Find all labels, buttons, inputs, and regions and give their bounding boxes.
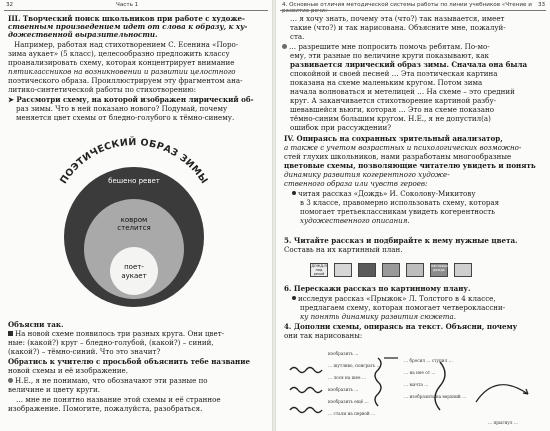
text-line: 4. Дополни схемы, опираясь на текст. Объясни, почему: [284, 322, 518, 331]
text-line: … разрешите мне попросить помочь ребятам. По-мо-: [282, 43, 490, 51]
diagram-label: … лося на шее …: [328, 375, 367, 380]
inner-label: поет-: [124, 263, 144, 271]
left-page: [0, 0, 272, 431]
diagram-label: … стали на первой …: [328, 411, 376, 416]
color-swatch: ДОЖД-Я над рекой: [311, 264, 327, 276]
text-line: меняется цвет схемы от бледно-голубого к тёмно-синему.: [16, 113, 235, 122]
text-line: новой схемы и её изображение.: [8, 366, 129, 375]
text-line: динамику развития когерентного художе-: [284, 170, 450, 179]
color-swatch: [382, 263, 400, 277]
curve-line: [435, 362, 445, 410]
diagram-label: … бросил … ступил …: [404, 358, 453, 363]
text-line: показана на схеме маленьким кругом. Потом зима: [290, 78, 483, 87]
text-line: в 3 классе, правомерно использовать схему, которая: [300, 198, 500, 207]
diagram-label: … на нее от …: [404, 370, 436, 375]
header-rule: [4, 10, 268, 11]
text-line: ку понять динамику развития сюжета.: [300, 312, 456, 321]
text-line: исследуя рассказ «Прыжок» Л. Толстого в 4 классе,: [292, 295, 496, 303]
running-head: Часть 1: [116, 2, 139, 8]
diagram-label: … мачта …: [404, 382, 429, 387]
color-swatch: [358, 263, 376, 277]
page-number: 33: [538, 2, 546, 8]
text-line: начала волноваться и метелицей … На схеме – это средний: [290, 87, 515, 96]
text-line: … мне не понятно название этой схемы и её странное: [16, 395, 221, 404]
diagram-label: … шутливо, поиграть …: [328, 363, 381, 368]
jump-arc: [476, 385, 528, 402]
text-line: Объясни так.: [8, 320, 64, 329]
color-swatch: [406, 263, 424, 277]
text-line: а также с учетом возрастных и психологических возможно-: [284, 143, 522, 152]
bullet-icon: [292, 296, 296, 300]
text-line: На новой схеме появилось три разных круга. Они цвет-: [8, 330, 224, 338]
text-line: пятиклассников на возникновении и развитии целостного: [8, 67, 236, 76]
text-line: художественного описания.: [300, 216, 410, 225]
color-swatch: настоящий дождь: [430, 263, 448, 277]
text-line: дожественной выразительности.: [8, 30, 158, 39]
color-swatch: [454, 263, 472, 277]
bullet-icon: [292, 191, 296, 195]
diagram-arc-title: ПОЭТИЧЕСКИЙ ОБРАЗ ЗИМЫ: [58, 136, 210, 187]
diagram-label: изобразить ещё …: [328, 399, 369, 404]
page-number: 32: [6, 2, 14, 8]
text-line: проанализировать схему, которая концентрирует внимание: [8, 58, 235, 67]
text-line: III. Творческий поиск школьников при работе с художе-: [8, 14, 245, 23]
wave-line: [290, 388, 322, 393]
text-line: шевавшейся вьюги, которая … Это на схеме показано: [290, 105, 494, 114]
diagram-label: … прыгнул …: [488, 420, 518, 425]
round-bullet-icon: [8, 378, 13, 383]
text-line: величине и цвету круги.: [8, 385, 100, 394]
wave-line: [290, 368, 322, 373]
text-line: Обратись к учителю с просьбой объяснить тебе название: [8, 357, 250, 366]
text-line: (какой?) – тёмно-синий. Что это значит?: [8, 347, 161, 356]
text-line: литико-синтетической работы по стихотворению:: [8, 85, 196, 94]
round-bullet-icon: [282, 44, 287, 49]
text-line: стей глухих школьников, нами разработаны многообразные: [284, 152, 512, 161]
winter-image-diagram: [38, 125, 228, 320]
text-line: тёмно-синим большим кругом. Н.Е., я не допустил(а): [290, 114, 491, 123]
header-rule: [280, 10, 546, 11]
running-head: 4. Основные отличия методической системы работы по линии учебников «Чтение и развитие речи»: [282, 2, 532, 14]
text-line: Например, работая над стихотворением С. Есенина «Поро-: [14, 40, 239, 49]
inner-label: аукает: [121, 272, 147, 280]
text-line: круг. А заканчивается стихотворение картиной разбу-: [290, 96, 497, 105]
text-line: такие (что?) и так нарисована. Объясните мне, пожалуй-: [290, 23, 506, 32]
text-line: спокойной и своей песней … Эта поэтическая картина: [290, 69, 498, 78]
text-line: цветовые схемы, позволяющие читателю увидеть и понять: [284, 161, 536, 170]
diagram-label: изобразить …: [328, 387, 359, 392]
text-line: поэтического образа. Проиллюстрируем эту фрагментом ана-: [8, 76, 243, 85]
text-line: ➤ Рассмотри схему, на которой изображен лирический об-: [8, 95, 254, 104]
text-line: развивается лирический образ зимы. Сначала она была: [290, 60, 528, 69]
text-line: раз зимы. Что в ней показано нового? Подумай, почему: [16, 104, 228, 113]
diagram-label: … изобразить на верхний …: [404, 394, 467, 399]
text-line: зима аукает» (5 класс), целесообразно предложить классу: [8, 49, 230, 58]
text-line: предлагаем схему, которая помогает четвероклассни-: [300, 303, 506, 312]
color-swatch: [334, 263, 352, 277]
square-bullet-icon: [8, 331, 13, 336]
text-line: Н.Е., я не понимаю, что обозначают эти разные по: [8, 377, 208, 385]
wave-line: [290, 408, 322, 413]
text-line: ста.: [290, 32, 305, 41]
text-line: помогает третьеклассникам увидеть когерентность: [300, 207, 496, 216]
text-line: ошибок при рассуждении?: [290, 123, 392, 132]
diagram-label: изобразить …: [328, 351, 359, 356]
text-line: читая рассказ «Дождь» И. Соколову-Микитову: [292, 190, 476, 198]
text-line: IV. Опираясь на сохранных зрительный анализатор,: [284, 134, 503, 143]
middle-label: стелится: [117, 224, 151, 232]
outer-label: бешено ревет: [108, 177, 160, 185]
text-line: ные: (какой?) круг – бледно-голубой, (какой?) – синий,: [8, 338, 214, 347]
text-line: Составь на их картинный план.: [284, 245, 403, 254]
text-line: … я хочу знать, почему эта (что?) так называется, имеет: [290, 14, 505, 23]
text-line: 6. Перескажи рассказ по картинному плану.: [284, 284, 471, 293]
text-line: они так нарисованы:: [284, 331, 363, 340]
text-line: ему, эти разные по величине круги показывают, как: [290, 51, 489, 60]
text-line: 5. Читайте рассказ и подбирайте к нему нужные цвета.: [284, 236, 518, 245]
middle-label: ковром: [120, 216, 148, 224]
text-line: ственным произведением идет от слова к образу, к ху-: [8, 22, 248, 31]
inner-circle: [110, 247, 158, 295]
right-page: [276, 0, 550, 431]
text-line: ственного образа или чувств героев:: [284, 179, 428, 188]
text-line: изображение. Помогите, пожалуйста, разобраться.: [8, 404, 203, 413]
